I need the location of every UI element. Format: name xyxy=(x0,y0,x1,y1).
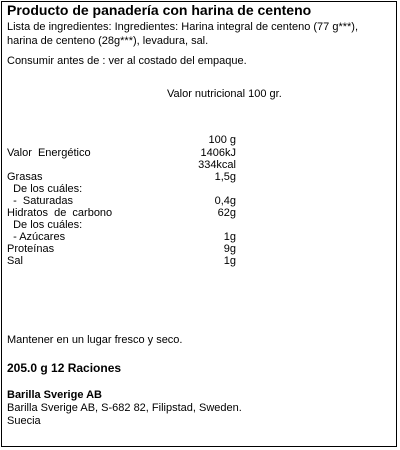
nutrition-row-value: 1g xyxy=(223,231,236,243)
nutrition-row-label: Proteínas xyxy=(7,243,55,255)
nutrition-row-value: 0,4g xyxy=(214,195,236,207)
company-name: Barilla Sverige AB xyxy=(7,389,102,401)
best-before-text: Consumir antes de : ver al costado del empaque. xyxy=(7,55,247,67)
nutrition-row-value: 1,5g xyxy=(214,171,236,183)
nutrition-row-label: De los cuáles: xyxy=(7,219,83,231)
nutrition-heading: Valor nutricional 100 gr. xyxy=(167,88,282,100)
nutrition-row-label: Hidratos de carbono xyxy=(7,207,113,219)
nutrition-row-value: 1g xyxy=(223,255,236,267)
nutrition-row-label: De los cuáles: xyxy=(7,183,83,195)
nutrition-column-header: 100 g xyxy=(208,134,236,146)
nutrition-row-value: 1406kJ xyxy=(200,147,236,159)
nutrition-row-label: - Saturadas xyxy=(7,195,74,207)
portions-text: 205.0 g 12 Raciones xyxy=(7,361,122,375)
company-address: Barilla Sverige AB, S-682 82, Filipstad, Sweden. xyxy=(7,402,242,414)
nutrition-row-label: - Azúcares xyxy=(7,231,66,243)
nutrition-row-value: 62g xyxy=(217,207,236,219)
product-title: Producto de panadería con harina de centeno xyxy=(7,2,312,18)
ingredients-text: Lista de ingredientes: Ingredientes: Harina integral de centeno (77 g***), harina de centeno (28g***), levadura, sal. xyxy=(7,21,359,47)
nutrition-row-label: Valor Energético xyxy=(7,147,91,159)
nutrition-row-value: 9g xyxy=(223,243,236,255)
nutrition-row-value: 334kcal xyxy=(198,159,236,171)
storage-text: Mantener en un lugar fresco y seco. xyxy=(7,334,183,346)
nutrition-row-label: Grasas xyxy=(7,171,43,183)
nutrition-row-label: Sal xyxy=(7,255,23,267)
company-country: Suecia xyxy=(7,415,41,427)
